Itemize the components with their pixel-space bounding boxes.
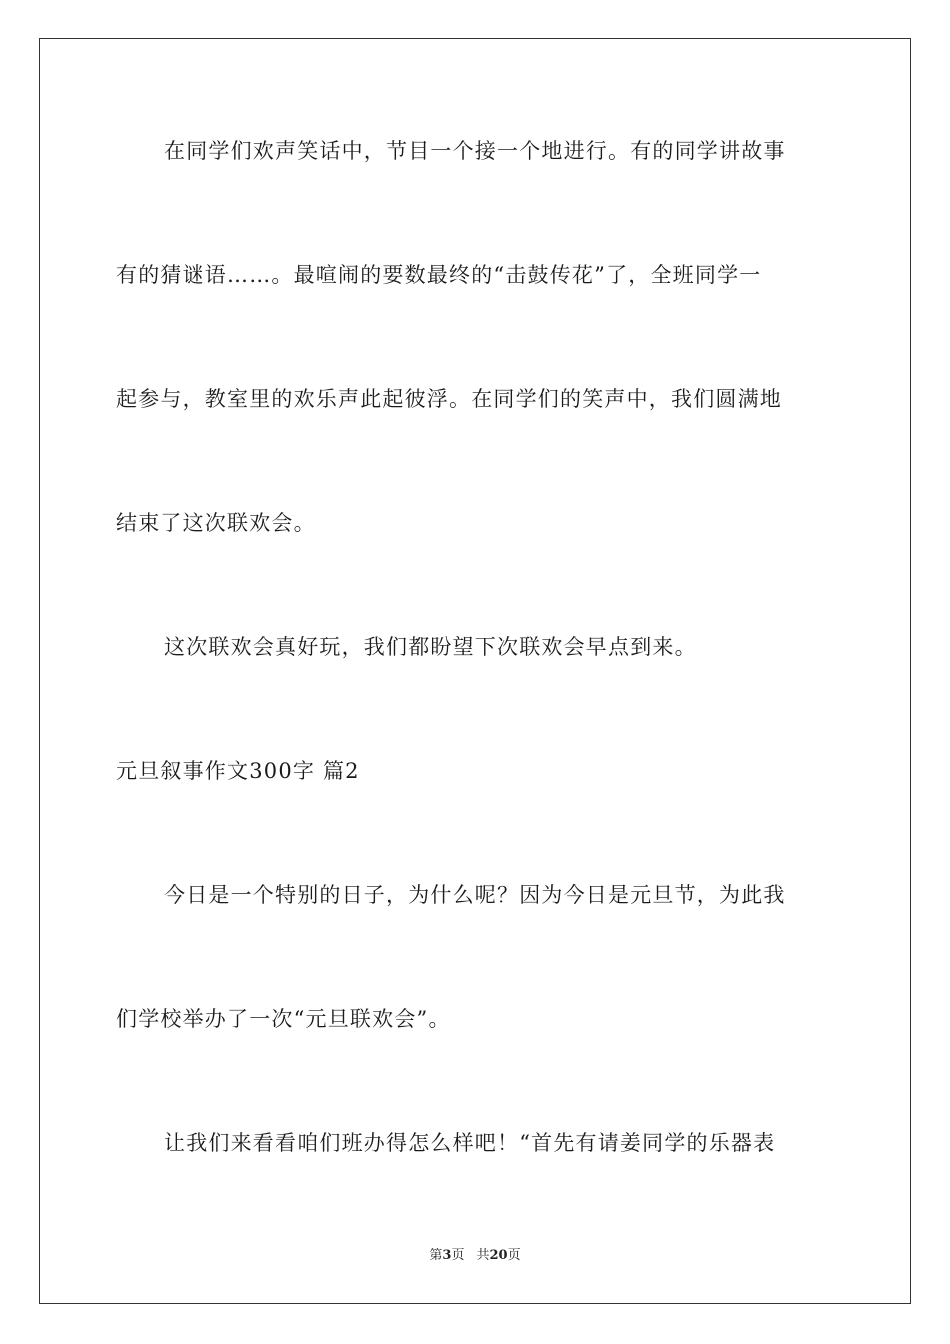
section-heading: 元旦叙事作文300字 篇2 [116, 759, 360, 783]
paragraph-line: 让我们来看看咱们班办得怎么样吧！“首先有请姜同学的乐器表 [164, 1131, 776, 1155]
page-footer [0, 1247, 950, 1265]
paragraph-line: 这次联欢会真好玩，我们都盼望下次联欢会早点到来。 [164, 635, 697, 659]
page-frame [39, 38, 911, 1304]
paragraph-line: 有的猜谜语……。最喧闹的要数最终的“击鼓传花”了，全班同学一 [116, 263, 762, 287]
page-prefix: 第 [429, 1248, 443, 1263]
paragraph-line: 结束了这次联欢会。 [116, 511, 316, 535]
page-current: 3 [442, 1248, 452, 1263]
page-suffix: 页 [451, 1248, 465, 1263]
total-prefix: 共 [476, 1248, 490, 1263]
paragraph-line: 今日是一个特别的日子，为什么呢？因为今日是元旦节，为此我 [164, 883, 786, 907]
paragraph-line: 在同学们欢声笑话中，节目一个接一个地进行。有的同学讲故事 [164, 139, 786, 163]
total-suffix: 页 [507, 1248, 521, 1263]
paragraph-line: 们学校举办了一次“元旦联欢会”。 [116, 1007, 451, 1031]
paragraph-line: 起参与，教室里的欢乐声此起彼浮。在同学们的笑声中，我们圆满地 [116, 387, 782, 411]
page-total: 20 [489, 1248, 508, 1263]
